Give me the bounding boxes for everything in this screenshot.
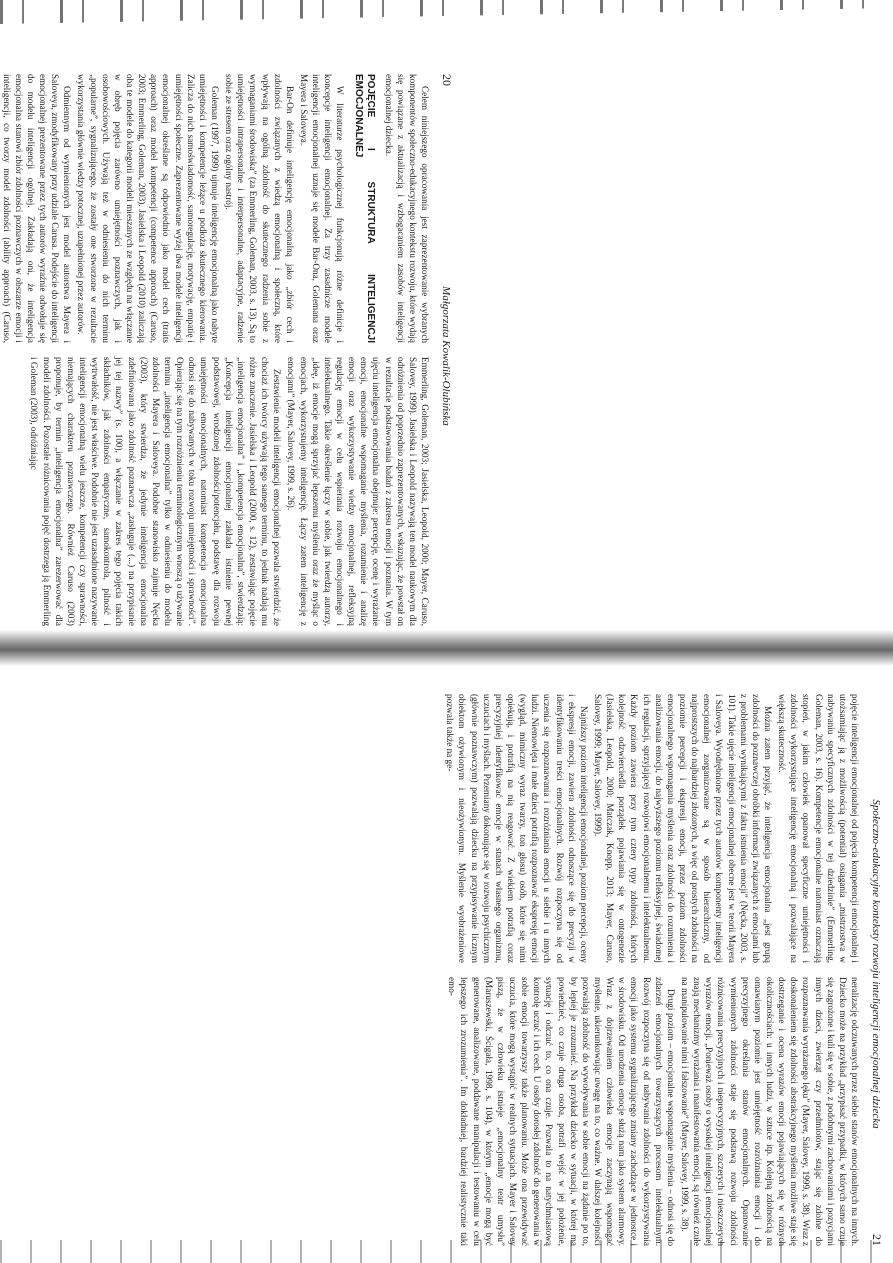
paragraph: Odmiennym od wymienionych jest model autorstwa Mayera i Saloveya, zmodyfikowany przy udziale Carusa. Podejście do inteligencji emocjonalnej prezentowane przez tych autorów wyraźnie odwołuje się do modelu inteligencji ogólnej. Zakładają oni, że inteligencja emocjonalna stanowi zbiór zdolności poznawczych w obszarze emocji i inteligencji, co tworzy model zdolności (ability approach) (Caruso, [1,74,73,343]
scan-artifact-top [0,0,893,40]
text-column-1 [0,74,431,343]
paragraph: neralizację odczuwanych przez siebie stanów emocjonalnych na innych. Dziecko może na przykład „przypisać przypadki, w których samo czuje się zagrożone i kuli się w sobie, z podobnymi zachowaniami i pozycjami innych dzieci, zwierząt czy przedmiotów, stając się zdolne do rozpoznawania wyrażanego lęku” (Mayer, Salovey, 1999, s. 38). Wraz z doskonaleniem się zdolności abstrakcyjnego myślenia możliwe staje się dostrzeganie i ocena wyrazów emocji pojawiających się w różnych okolicznościach: u innych ludzi, w sztuce itp. Kolejną zdolnością na omawianym poziomie jest umiejętność rozróżniania emocji i do precyzyjnego określania stanów emocjonalnych. Opanowanie wymienionych zdolności staje się podstawą rozwoju zdolności różnicowania precyzyjnych i nieprecyzyjnych, szczerych i nieszczerych wyrazów emocji. „Ponieważ osoby o wysokiej inteligencji emocjonalnej znają mechanizmy wyrażania i manifestowania emocji, są również czułe na manipulowanie nimi i fałszowanie” (Mayer, Salovey, 1999, s. 38). [680,977,860,1246]
paragraph: Bar-On definiuje inteligencję emocjonalną jako „zbiór cech i zdolności związanych z wiedzą emocjonalną i społeczną, które wpływają na ogólną zdolność do skutecznego radzenia sobie z wymaganiami środowiska” (za Emmerling, Goleman, 2003, s. 13). Są to umiejętności intrapersonalne i interpersonalne, adaptacyjne, radzenie sobie ze stresem oraz ogólny nastrój. [224,74,295,343]
paragraph: Goleman (1997, 1999) ujmuje inteligencję emocjonalną jako nabyte umiejętności i kompetencje leżące u podłoża skutecznego kierowania. Zalicza do nich samoświadomość, samoregulację, motywację, empatię i umiejętności społeczne. Zaprezentowane wyżej dwa modele inteligencji emocjonalnej określane są odpowiednio jako model cech (traits approach) oraz model kompetencji (competence approach) (Caruso, 2003; Emmerling, Goleman, 2003). Jasielska i Leopold (2010) zaliczają oba te modele do kategorii modeli mieszanych ze względu na włączanie w obręb pojęcia zarówno umiejętności poznawczych, jak i osobowościowych. Używają też w odniesieniu do nich terminu „popularne”, sygnalizującego, że zostały one stworzone w rezultacie wykorzystania głównie wiedzy potocznej, uzupełnionej przez autorów. [76,74,221,343]
text-column-2 [0,357,431,626]
running-head [439,74,454,626]
page-21 [445,690,890,1250]
page-number: 20 [440,74,454,86]
paragraph: Emmerling, Goleman, 2003; Jasielska, Leopold, 2000; Mayer, Caruso, Salovey, 1999). Jasielska i Leopold nazywają ten model naukowym dla odróżnienia od poprzednio zaprezentowanych, wskazując, że powstał on w rezultacie podstawowania badań z zakresu emocji i poznania. W tym ujęciu inteligencja emocjonalna obejmuje: percepcję, ocenę i wyrażanie emocji, emocjonalne wspomaganie myślenia, rozumienie i analizę emocji oraz wykorzystywanie wiedzy emocjonalnej, refleksyjną regulację emocji w celu wspierania rozwoju emocjonalnego i intelektualnego. Takie określenie łączy w sobie, jak twierdzą autorzy, „ideę, iż emocje mogą sprzyjać lepszemu myśleniu oraz że myśląc o emocjach, wykorzystujemy inteligencję. Łączy zatem inteligencję z emocjami” (Mayer, Salovey, 1999, s. 26). [286,357,430,626]
paragraph: Można zatem przyjąć, że inteligencja emocjonalna „jest grupą zdolności do poznawczej obróbki informacji związanych z emocjami lub z problemami wynikającymi z faktu istnienia emocji” (Nęcka, 2003, s. 101). Takie ujęcie inteligencji emocjonalnej obecne jest w teorii Mayera i Saloveya. Wyodrębnione przez tych autorów komponenty inteligencji emocjonalnej zorganizowane są w sposób hierarchiczny, od najprostszych do najbardziej złożonych, a więc od prostych zdolności na poziomie percepcji i ekspresji emocji, przez poziom zdolności emocjonalnego wspomagania myślenia oraz zdolności do rozumienia i analizowania emocji, do najwyższego poziomu refleksyjnej, świadomej ich regulacji, sprzyjającej rozwojowi emocjonalnemu i intelektualnemu. Każdy poziom zawiera przy tym cztery typy zdolności, których kolejność odzwierciedla porządek pojawiania się w ontogenezie (Jasielska, Leopold, 2000; Matczak, Knopp, 2013; Mayer, Caruso, Salovey, 1999; Mayer, Salovey, 1999). [593,694,774,963]
running-head-title: Małgorzata Kowalik-Olubińska [440,286,452,426]
paragraph: Zestawienie modeli inteligencji emocjonalnej pozwala stwierdzić, że chociaż ich twórcy używają tego samego terminu, to jednak nadają mu różne znaczenie. Jasielska i Leopold (2000, s. 12), zestawiając pojęcie „inteligencja emocjonalna” i „kompetencja emocjonalna”, stwierdzają: „Koncepcja inteligencji emocjonalnej zakłada istnienie pewnej podstawowej, wrodzonej zdolności/potencjału, podstawę dla rozwoju umiejętności emocjonalnych, natomiast kompetencja emocjonalna odnosi się do nabywanych w toku rozwoju umiejętności i sprawności”. Opierając się na tym rozróżnieniu terminologicznym wnoszą o używanie terminu „inteligencja emocjonalna” tylko w odniesieniu do modelu zdolności Mayera i Saloveya. Podobne stanowisko zajmuje Nęcka (2003), który stwierdza, że jedynie inteligencja emocjonalna zdefiniowana jako zdolność poznawcza „zasługuje (...) na przypisanie jej tej nazwy” (s. 100), a włączanie w zakres tego pojęcia takich składników, jak zdolności empatyczne, samokontrola, pilność i wytrwałość, nie jest właściwe. Podobnie nie jest uzasadnione nazywanie inteligencji emocjonalną wielu jeszcze, kompetencji czy sprawności, niemających charakteru poznawczego. Również Caruso (2003) proponuje, by termin „inteligencja emocjonalna” zarezerwować dla modeli zdolności. Pozostałe różnicowania pojęć dostrzega ją Emmerling i Goleman (2003), odróżniając [29,357,283,626]
paragraph: Celem niniejszego opracowania jest zaprezentowanie wybranych komponentów społeczno-edukacyjnego kontekstu rozwoju, które wydają się powiązane z aktualizacją i wzbogacaniem zasobów inteligencji emocjonalnej dziecka. [383,74,430,343]
running-head [869,694,884,1246]
paragraph: Najniższy poziom inteligencji emocjonalnej, poziom percepcji, oceny i ekspresji emocji, zawiera zdolności odnoszące się do precyzji w identyfikowaniu treści emocjonalnych. Rozwój rozpoczyna się od uczenia się rozpoznawania i rozróżniania emocji u siebie i u innych ludzi. Niemowlęta i małe dzieci potrafią rozpoznawać ekspresję emocji (wygląd, mimiczny wyraz twarzy, ton głosu) osób, które się nimi opiekują, i potrafią na nią reagować. Z wiekiem potrafią coraz precyzyjniej identyfikować emocje w stanach własnego organizmu, uczuciach i myślach. Przemiany dokonujące się w rozwoju psychicznym (głównie poznawczym) pozwalają dziecku na przypisywanie licznym obiektom ożywionym i nieożywionym. Myślenie wyobrażeniowe pozwala także na ge- [445,694,589,963]
paragraph: W literaturze psychologicznej funkcjonują różne definicje i koncepcje inteligencji emocjonalnej. Za trzy zasadnicze modele inteligencji emocjonalnej uznaje się modele Bar-Ona, Golemana oraz Mayera i Saloveya. [299,74,346,343]
paragraph: pojęcie inteligencji emocjonalnej od pojęcia kompetencji emocjonalnej i utożsamiając ją z możliwością (potential) osiągania „mistrzostwa w nabywaniu specyficznych zdolności w tej dziedzinie” (Emmerling, Goleman, 2003, s. 16). Kompetencje emocjonalne natomiast oznaczają stopień, w jakim człowiek opanował specyficzne umiejętności i zdolności wykorzystujące inteligencję emocjonalną i pozwalające na większą skuteczność. [777,694,860,963]
page-20 [1,70,460,630]
text-column-2 [442,977,861,1246]
scan-fold-shadow [0,630,893,666]
paragraph: Drugi poziom – emocjonalne wspomaganie myślenia – odnosi się do zdarzeń emocjonalnych towarzyszących procesom intelektualnym. Rozwój rozpoczyna się od nabywania zdolności do wykorzystywania emocji jako systemu sygnalizującego zmiany zachodzące w jednostce i w środowisku. Od urodzenia emocje służą nam jako system alarmowy. Wraz z dojrzewaniem człowieka emocje zaczynają wspomagać myślenie, ukierunkowując uwagę na to, co ważne. W dalszej kolejności pozwalają zdolność do wywoływania w sobie emocji na żądanie po to, by lepiej je zrozumieć. Na przykład dziecko w sytuacji, w której ma powiedzieć, co czuje druga osoba, potrafi wejść w jej położenie, sytuację i odczuć to, co ona czuje. Pozwala to na natychmiastową kontrolę uczuć i ich cech. U osoby dorosłej zdolność do generowania w sobie emocji towarzyszy także planowaniu. Może ona przewidywać uczucia, które mogą wystąpić w realnych sytuacjach. Mayer i Salovey piszą, że w człowieku istnieje „emocjonalny teatr umysłu” (Maruszewski, Ścigała, 1998, s. 104), w którym „emocje mogą być generowane, analizowane, poddawane manipulacji i testowaniu w celu lepszego ich zrozumienia”. Im dokładniej, bardziej realistycznie taki emo- [447,977,676,1246]
section-title: POJĘCIE I STRUKTURA INTELIGENCJI EMOCJONALNEJ [352,74,377,343]
running-head-title: Społeczno-edukacyjne konteksty rozwoju inteligencji emocjonalnej dziecka [870,799,882,1129]
page-number: 21 [870,1234,884,1246]
text-column-1 [442,694,861,963]
